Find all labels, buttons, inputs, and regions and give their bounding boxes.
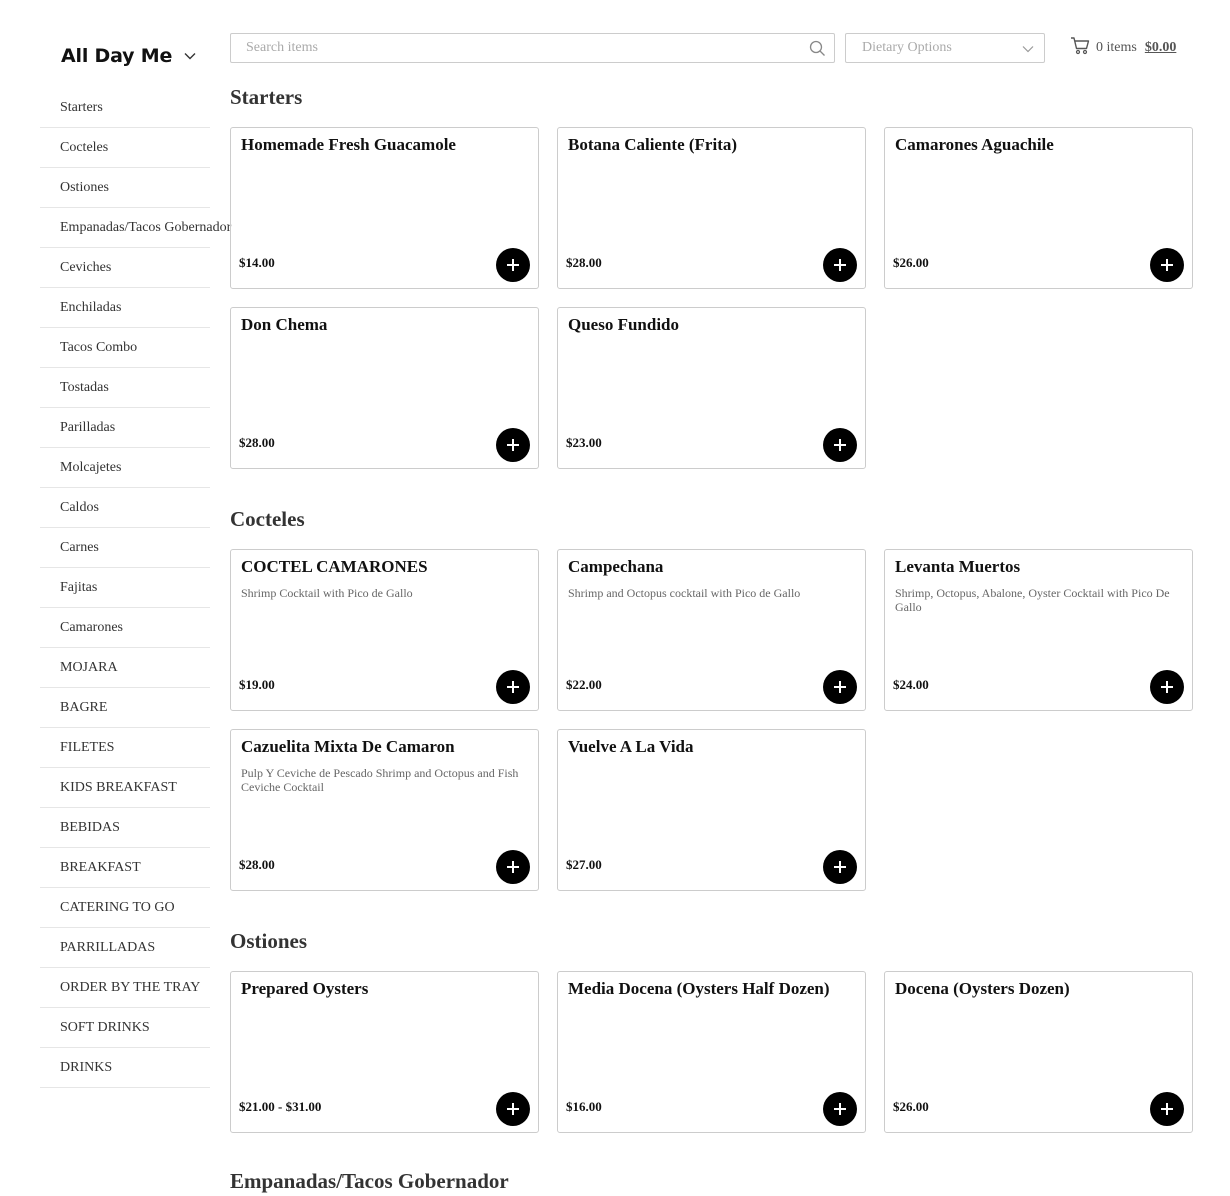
menu-item-card[interactable]: [884, 127, 1193, 289]
category-sidebar: [40, 40, 232, 1088]
item-price: $14.00: [239, 255, 275, 270]
sidebar-category-item[interactable]: Empanadas/Tacos Gobernador: [40, 208, 210, 248]
sidebar-category-item[interactable]: BAGRE: [40, 688, 210, 728]
menu-section: [230, 504, 1192, 891]
add-item-button[interactable]: [1150, 1092, 1184, 1126]
sidebar-category-item[interactable]: PARRILLADAS: [40, 928, 210, 968]
section-title: Starters: [230, 85, 303, 109]
search-icon[interactable]: [809, 40, 826, 62]
item-name: Don Chema: [241, 315, 328, 334]
sidebar-category-item[interactable]: ORDER BY THE TRAY: [40, 968, 210, 1008]
item-price: $26.00: [893, 255, 929, 270]
menu-selector[interactable]: [40, 40, 210, 72]
add-item-button[interactable]: [823, 1092, 857, 1126]
plus-icon: [833, 1102, 847, 1116]
section-title: Ostiones: [230, 929, 308, 953]
item-name: Prepared Oysters: [241, 979, 369, 998]
sidebar-category-item[interactable]: CATERING TO GO: [40, 888, 210, 928]
menu-item-card[interactable]: [557, 307, 866, 469]
add-item-button[interactable]: [823, 248, 857, 282]
item-name: COCTEL CAMARONES: [241, 557, 428, 576]
dietary-options-label: Dietary Options: [862, 40, 952, 55]
sidebar-category-item[interactable]: Carnes: [40, 528, 210, 568]
item-name: Levanta Muertos: [895, 557, 1021, 576]
add-item-button[interactable]: [1150, 248, 1184, 282]
menu-title: All Day Me: [61, 45, 173, 67]
menu-section: [230, 82, 1192, 469]
plus-icon: [833, 258, 847, 272]
item-name: Campechana: [568, 557, 664, 576]
plus-icon: [1160, 1102, 1174, 1116]
add-item-button[interactable]: [496, 428, 530, 462]
menu-item-card[interactable]: [884, 549, 1193, 711]
sidebar-category-item[interactable]: Parilladas: [40, 408, 210, 448]
add-item-button[interactable]: [496, 850, 530, 884]
menu-item-card[interactable]: [557, 549, 866, 711]
plus-icon: [833, 680, 847, 694]
item-price: $21.00 - $31.00: [239, 1099, 322, 1114]
item-price: $16.00: [566, 1099, 602, 1114]
add-item-button[interactable]: [496, 248, 530, 282]
item-name: Cazuelita Mixta De Camaron: [241, 737, 455, 756]
item-grid: [230, 127, 1192, 469]
menu-item-card[interactable]: [230, 307, 539, 469]
item-description: Shrimp and Octopus cocktail with Pico de Gallo: [568, 586, 801, 601]
plus-icon: [506, 1102, 520, 1116]
sidebar-category-item[interactable]: FILETES: [40, 728, 210, 768]
plus-icon: [506, 680, 520, 694]
item-price: $28.00: [566, 255, 602, 270]
item-price: $22.00: [566, 677, 602, 692]
item-price: $28.00: [239, 435, 275, 450]
sidebar-category-item[interactable]: Ostiones: [40, 168, 210, 208]
sidebar-category-item[interactable]: MOJARA: [40, 648, 210, 688]
item-name: Media Docena (Oysters Half Dozen): [568, 979, 830, 998]
chevron-down-icon: [184, 52, 196, 60]
cart-total: $0.00: [1144, 40, 1177, 55]
cart-icon: [1070, 36, 1090, 60]
plus-icon: [1160, 680, 1174, 694]
sidebar-category-item[interactable]: Molcajetes: [40, 448, 210, 488]
item-description: Shrimp Cocktail with Pico de Gallo: [241, 586, 413, 601]
menu-item-card[interactable]: [557, 127, 866, 289]
item-description: Shrimp, Octopus, Abalone, Oyster Cocktail with Pico De Gallo: [895, 586, 1170, 615]
plus-icon: [506, 860, 520, 874]
item-price: $19.00: [239, 677, 275, 692]
add-item-button[interactable]: [1150, 670, 1184, 704]
sidebar-category-item[interactable]: Ceviches: [40, 248, 210, 288]
menu-section: [230, 1166, 1192, 1196]
sidebar-category-item[interactable]: Cocteles: [40, 128, 210, 168]
sidebar-category-item[interactable]: KIDS BREAKFAST: [40, 768, 210, 808]
add-item-button[interactable]: [823, 850, 857, 884]
menu-item-card[interactable]: [557, 971, 866, 1133]
chevron-down-icon: [1022, 42, 1034, 58]
sidebar-category-item[interactable]: Caldos: [40, 488, 210, 528]
item-description: Pulp Y Ceviche de Pescado Shrimp and Octopus and Fish Ceviche Cocktail: [241, 766, 519, 795]
item-name: Docena (Oysters Dozen): [895, 979, 1070, 998]
sidebar-category-item[interactable]: Tacos Combo: [40, 328, 210, 368]
category-list: [40, 88, 232, 1088]
item-name: Camarones Aguachile: [895, 135, 1054, 154]
menu-section: [230, 926, 1192, 1133]
item-name: Queso Fundido: [568, 315, 680, 334]
item-name: Homemade Fresh Guacamole: [241, 135, 456, 154]
item-name: Botana Caliente (Frita): [568, 135, 738, 154]
section-title: Cocteles: [230, 507, 305, 531]
sidebar-category-item[interactable]: BEBIDAS: [40, 808, 210, 848]
menu-item-card[interactable]: [230, 729, 539, 891]
item-price: $28.00: [239, 857, 275, 872]
menu-item-card[interactable]: [230, 127, 539, 289]
add-item-button[interactable]: [496, 670, 530, 704]
item-price: $26.00: [893, 1099, 929, 1114]
menu-item-card[interactable]: [230, 971, 539, 1133]
sidebar-category-item[interactable]: Fajitas: [40, 568, 210, 608]
menu-item-card[interactable]: [557, 729, 866, 891]
dietary-options-select[interactable]: [845, 33, 1045, 63]
sidebar-category-item[interactable]: Camarones: [40, 608, 210, 648]
item-price: $27.00: [566, 857, 602, 872]
item-name: Vuelve A La Vida: [568, 737, 694, 756]
menu-item-card[interactable]: [884, 971, 1193, 1133]
item-grid: [230, 971, 1192, 1133]
add-item-button[interactable]: [496, 1092, 530, 1126]
section-title: Empanadas/Tacos Gobernador: [230, 1169, 509, 1193]
sidebar-category-item[interactable]: DRINKS: [40, 1048, 210, 1088]
plus-icon: [833, 438, 847, 452]
add-item-button[interactable]: [823, 670, 857, 704]
add-item-button[interactable]: [823, 428, 857, 462]
item-price: $23.00: [566, 435, 602, 450]
cart-item-count: 0 items: [1096, 40, 1137, 55]
cart-button[interactable]: [1070, 37, 1176, 59]
sidebar-category-item[interactable]: SOFT DRINKS: [40, 1008, 210, 1048]
search-input[interactable]: [231, 34, 834, 62]
search-box: [230, 33, 835, 63]
menu-item-card[interactable]: [230, 549, 539, 711]
plus-icon: [506, 438, 520, 452]
sidebar-category-item[interactable]: BREAKFAST: [40, 848, 210, 888]
plus-icon: [506, 258, 520, 272]
sidebar-category-item[interactable]: Enchiladas: [40, 288, 210, 328]
sidebar-category-item[interactable]: Starters: [40, 88, 210, 128]
sidebar-category-item[interactable]: Tostadas: [40, 368, 210, 408]
item-grid: [230, 549, 1192, 891]
plus-icon: [1160, 258, 1174, 272]
plus-icon: [833, 860, 847, 874]
item-price: $24.00: [893, 677, 929, 692]
